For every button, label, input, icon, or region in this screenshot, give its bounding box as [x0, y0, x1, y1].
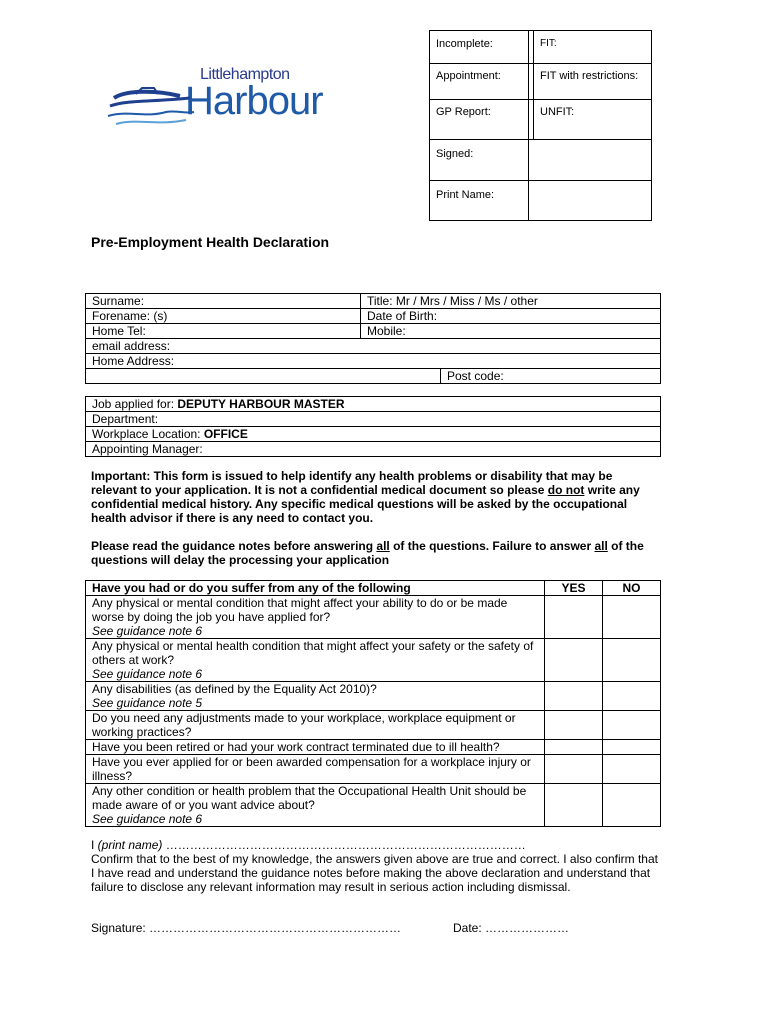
yes-checkbox[interactable] — [545, 682, 603, 711]
guidance-text-c: of the questions will delay the processing your application — [91, 539, 644, 567]
question-text: Do you need any adjustments made to your workplace, workplace equipment or working practices? — [92, 711, 516, 739]
job-details-table — [85, 396, 661, 457]
email-field[interactable]: email address: — [86, 339, 661, 354]
health-questions-table — [85, 580, 661, 827]
title-field[interactable]: Title: Mr / Mrs / Miss / Ms / other — [361, 294, 661, 309]
important-paragraph — [91, 469, 661, 525]
page-title: Pre-Employment Health Declaration — [91, 234, 330, 250]
question-text: Have you been retired or had your work contract terminated due to ill health? — [92, 740, 500, 754]
question-row — [86, 784, 661, 827]
question-row — [86, 740, 661, 755]
important-text-b: write any confidential medical history. Any specific medical questions will be asked by the occupational health advisor if there is any need to contact you. — [91, 483, 640, 525]
office-value-unfit: UNFIT: — [534, 100, 652, 140]
confirmation-text: Confirm that to the best of my knowledge, the answers given above are true and correct. I also confirm that I have read and understand the guidance notes before making the above declaration and understand that failure to disclose any relevant information may result in serious action including dismissal. — [91, 852, 658, 894]
logo-line1: Littlehampton — [200, 66, 290, 83]
home-address-field[interactable]: Home Address: — [86, 354, 661, 369]
office-value-fit: FIT: — [534, 31, 652, 64]
harbour-logo — [106, 66, 336, 128]
office-label-print-name: Print Name: — [430, 181, 529, 221]
yes-column-header: YES — [545, 581, 603, 596]
date-line[interactable]: Date: ………………… — [453, 921, 570, 935]
question-cell — [86, 682, 545, 711]
appointing-manager-field[interactable]: Appointing Manager: — [86, 442, 661, 457]
print-name-dots: ……………………………………………………………………………… — [162, 838, 526, 852]
yes-checkbox[interactable] — [545, 639, 603, 682]
office-value-fit-restrictions: FIT with restrictions: — [534, 64, 652, 100]
workplace-location-field[interactable] — [86, 427, 661, 442]
office-use-box — [429, 30, 652, 221]
question-cell — [86, 596, 545, 639]
question-cell — [86, 755, 545, 784]
location-value: OFFICE — [203, 427, 248, 441]
question-cell — [86, 740, 545, 755]
yes-checkbox[interactable] — [545, 784, 603, 827]
question-text: Have you ever applied for or been awarded compensation for a workplace injury or illness? — [92, 755, 531, 783]
important-text-a: Important: This form is issued to help identify any health problems or disability that may be relevant to your application. It is not a confidential medical document so please — [91, 469, 613, 497]
department-field[interactable]: Department: — [86, 412, 661, 427]
office-print-name-field[interactable] — [529, 181, 652, 221]
question-row — [86, 639, 661, 682]
no-checkbox[interactable] — [603, 682, 661, 711]
no-checkbox[interactable] — [603, 639, 661, 682]
dob-field[interactable]: Date of Birth: — [361, 309, 661, 324]
job-applied-value: DEPUTY HARBOUR MASTER — [177, 397, 345, 411]
important-underline: do not — [547, 483, 585, 497]
location-label: Workplace Location: — [92, 427, 204, 441]
question-cell — [86, 711, 545, 740]
logo-line2: Harbour — [185, 79, 323, 123]
yes-checkbox[interactable] — [545, 740, 603, 755]
yes-checkbox[interactable] — [545, 711, 603, 740]
job-applied-field[interactable] — [86, 397, 661, 412]
guidance-note: See guidance note 6 — [92, 624, 203, 638]
question-row — [86, 682, 661, 711]
guidance-note: See guidance note 6 — [92, 812, 203, 826]
guidance-text-a: Please read the guidance notes before answering — [91, 539, 377, 553]
job-applied-label: Job applied for: — [92, 397, 178, 411]
question-cell — [86, 639, 545, 682]
confirmation-block — [91, 838, 661, 894]
office-label-appointment: Appointment: — [430, 64, 529, 100]
yes-checkbox[interactable] — [545, 755, 603, 784]
no-checkbox[interactable] — [603, 596, 661, 639]
personal-details-table — [85, 293, 661, 384]
question-text: Any physical or mental health condition that might affect your safety or the safety of others at work? — [92, 639, 534, 667]
print-name-line[interactable] — [91, 838, 661, 852]
guidance-underline-1: all — [376, 539, 390, 553]
boat-wave-icon — [106, 84, 196, 128]
home-tel-field[interactable]: Home Tel: — [86, 324, 361, 339]
print-name-label: (print name) — [97, 838, 163, 852]
yes-checkbox[interactable] — [545, 596, 603, 639]
office-signed-field[interactable] — [529, 140, 652, 181]
question-text: Any physical or mental condition that might affect your ability to do or be made worse by doing the job you have applied for? — [92, 596, 508, 624]
no-checkbox[interactable] — [603, 711, 661, 740]
question-row — [86, 755, 661, 784]
guidance-underline-2: all — [594, 539, 608, 553]
guidance-paragraph — [91, 539, 661, 567]
guidance-text-b: of the questions. Failure to answer — [389, 539, 595, 553]
no-column-header: NO — [603, 581, 661, 596]
forename-field[interactable]: Forename: (s) — [86, 309, 361, 324]
office-label-gp-report: GP Report: — [430, 100, 529, 140]
office-label-signed: Signed: — [430, 140, 529, 181]
office-label-incomplete: Incomplete: — [430, 31, 529, 64]
no-checkbox[interactable] — [603, 740, 661, 755]
question-row — [86, 711, 661, 740]
mobile-field[interactable]: Mobile: — [361, 324, 661, 339]
questions-header: Have you had or do you suffer from any of the following — [86, 581, 545, 596]
print-name-i: I — [91, 838, 98, 852]
question-text: Any other condition or health problem that the Occupational Health Unit should be made aware of or you want advice about? — [92, 784, 527, 812]
signature-line[interactable]: Signature: ……………………………………………………… — [91, 921, 402, 935]
guidance-note: See guidance note 5 — [92, 696, 203, 710]
surname-field[interactable]: Surname: — [86, 294, 361, 309]
address-line-field[interactable] — [86, 369, 441, 384]
guidance-note: See guidance note 6 — [92, 667, 203, 681]
question-cell — [86, 784, 545, 827]
no-checkbox[interactable] — [603, 755, 661, 784]
no-checkbox[interactable] — [603, 784, 661, 827]
question-row — [86, 596, 661, 639]
postcode-field[interactable]: Post code: — [441, 369, 661, 384]
question-text: Any disabilities (as defined by the Equality Act 2010)? — [92, 682, 377, 696]
